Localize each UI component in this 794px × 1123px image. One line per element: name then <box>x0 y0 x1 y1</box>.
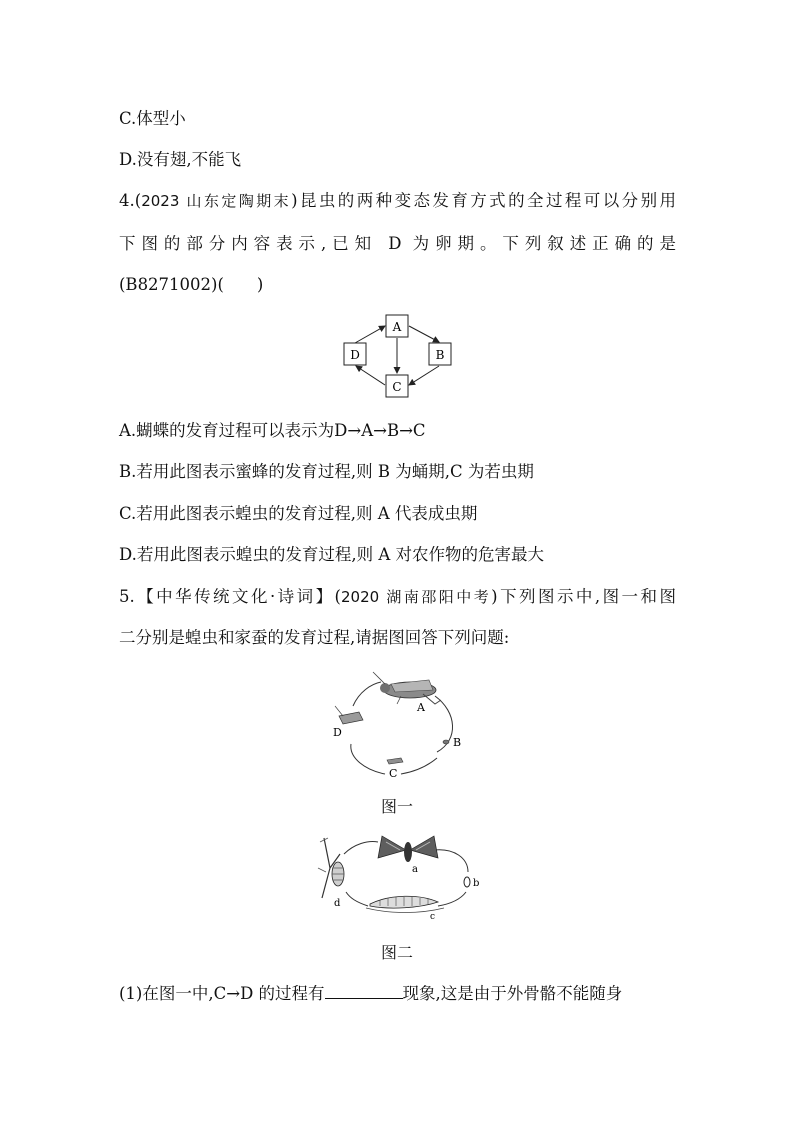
cycle-arrow-d-a <box>344 842 378 855</box>
q4-option-a: A.蝴蝶的发育过程可以表示为D→A→B→C <box>119 421 426 440</box>
q4-stem-line1 <box>119 190 676 212</box>
silkworm-egg-icon <box>464 877 470 887</box>
q4-stem-line2: 下图的部分内容表示,已知 D 为卵期。下列叙述正确的是 <box>119 234 676 253</box>
q5-number: 5.【中华传统文化·诗词】( <box>119 587 341 606</box>
cycle-arrow-d-a <box>353 682 381 706</box>
large-nymph-icon <box>335 706 363 724</box>
q5-sub1 <box>119 983 622 1005</box>
label-b: B <box>435 348 445 362</box>
box-b <box>429 343 451 365</box>
arrow-c-d <box>356 366 385 385</box>
q4-option-d: D.若用此图表示蝗虫的发育过程,则 A 对农作物的危害最大 <box>119 545 545 564</box>
option-c-q3: C.体型小 <box>119 109 186 128</box>
option-d-q3: D.没有翅,不能飞 <box>119 150 242 169</box>
fig2-label-a: a <box>412 864 418 875</box>
silk-moth-icon <box>378 836 438 862</box>
q4-source: 2023 山东定陶期末 <box>141 192 292 210</box>
figure-two-caption: 图二 <box>380 943 413 962</box>
fig1-label-d: D <box>333 726 342 739</box>
q4-stem-line3: (B8271002)( ) <box>119 275 264 294</box>
box-d <box>344 343 366 365</box>
q4-stem-text1: )昆虫的两种变态发育方式的全过程可以分别用 <box>291 191 676 210</box>
label-d: D <box>350 348 360 362</box>
arrow-a-b <box>409 326 439 342</box>
q5-stem-line1 <box>119 586 676 608</box>
cocoon-on-branch-icon <box>318 838 344 898</box>
q5-sub1-text-before: (1)在图一中,C→D 的过程有 <box>119 984 325 1003</box>
fig2-label-d: d <box>334 898 341 909</box>
label-c: C <box>392 380 402 394</box>
box-a <box>386 315 408 337</box>
figure-two-silkworm-cycle <box>310 828 490 920</box>
fig1-label-b: B <box>453 736 462 749</box>
cycle-arrow-b-c <box>438 892 466 906</box>
q5-sub1-text-after: 现象,这是由于外骨骼不能随身 <box>402 984 623 1003</box>
cycle-arrow-c-d <box>346 892 368 906</box>
q5-source: 2020 湖南邵阳中考 <box>340 588 492 606</box>
cycle-arrow-b-c <box>401 758 437 774</box>
cycle-arrow-a-b <box>434 850 468 872</box>
figure-one-caption: 图一 <box>380 797 413 816</box>
fig2-label-b: b <box>473 878 480 889</box>
fig1-label-c: C <box>389 767 398 780</box>
q5-stem-line2: 二分别是蝗虫和家蚕的发育过程,请据图回答下列问题: <box>119 628 510 647</box>
fig1-label-a: A <box>417 701 425 714</box>
box-c <box>386 375 408 397</box>
egg-icon <box>443 740 449 744</box>
figure-one-locust-cycle <box>325 664 475 782</box>
arrow-b-c <box>409 366 439 385</box>
label-a: A <box>392 320 402 334</box>
small-nymph-icon <box>387 758 403 764</box>
answer-blank[interactable] <box>325 983 403 999</box>
q4-number: 4.( <box>119 191 142 210</box>
arrow-d-a <box>355 326 385 343</box>
silkworm-larva-icon <box>366 896 444 912</box>
q4-cycle-diagram <box>340 312 460 402</box>
cycle-arrow-c-d <box>351 744 385 774</box>
adult-locust-icon <box>373 672 441 704</box>
q4-option-c: C.若用此图表示蝗虫的发育过程,则 A 代表成虫期 <box>119 504 478 523</box>
q5-stem-text1: )下列图示中,图一和图 <box>491 587 676 606</box>
q4-option-b: B.若用此图表示蜜蜂的发育过程,则 B 为蛹期,C 为若虫期 <box>119 462 534 481</box>
fig2-label-c: c <box>430 912 436 920</box>
